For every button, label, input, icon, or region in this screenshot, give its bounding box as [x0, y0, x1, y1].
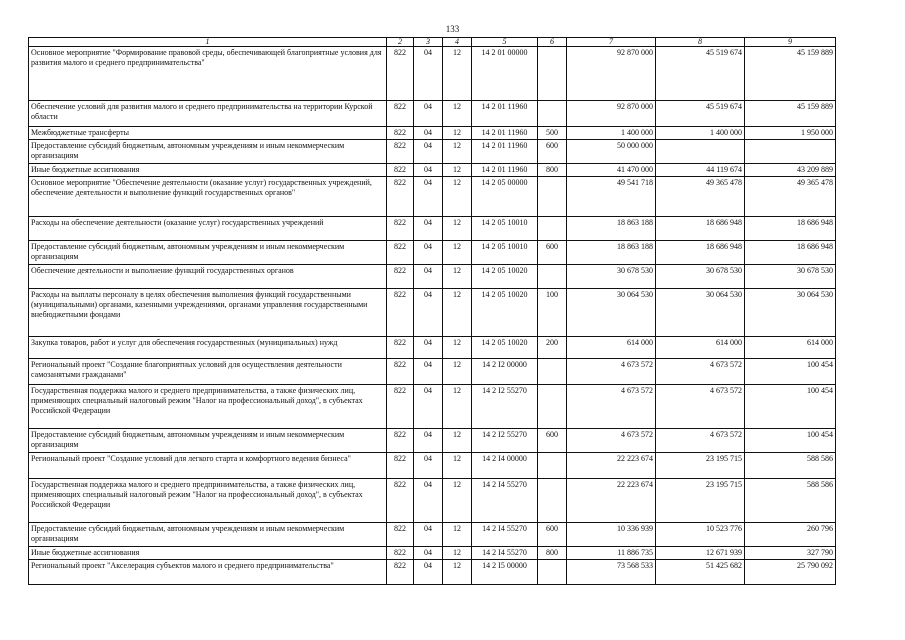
row-description: Закупка товаров, работ и услуг для обеспечения государственных (муниципальных) нужд	[29, 337, 387, 359]
code-section: 04	[414, 337, 443, 359]
table-row	[29, 453, 836, 479]
amount-year-2: 12 671 939	[656, 547, 745, 560]
code-target: 14 2 01 11960	[472, 127, 538, 140]
amount-year-2: 30 064 530	[656, 289, 745, 337]
row-description: Межбюджетные трансферты	[29, 127, 387, 140]
code-expense-type: 100	[538, 289, 567, 337]
code-ministry: 822	[387, 265, 414, 289]
code-target: 14 2 01 11960	[472, 101, 538, 127]
code-expense-type	[538, 453, 567, 479]
code-section: 04	[414, 47, 443, 101]
code-ministry: 822	[387, 359, 414, 385]
row-description: Предоставление субсидий бюджетным, автономным учреждениям и иным некоммерческим организациям	[29, 140, 387, 164]
code-section: 04	[414, 164, 443, 177]
code-ministry: 822	[387, 429, 414, 453]
row-description: Основное мероприятие "Формирование правовой среды, обеспечивающей благоприятные условия для развития малого и среднего предпринимательства"	[29, 47, 387, 101]
code-subsection: 12	[443, 47, 472, 101]
row-description: Региональный проект "Акселерация субъектов малого и среднего предпринимательства"	[29, 560, 387, 585]
amount-year-1: 92 870 000	[567, 47, 656, 101]
code-expense-type: 200	[538, 337, 567, 359]
table-row	[29, 429, 836, 453]
amount-year-3: 18 686 948	[745, 217, 836, 241]
code-subsection: 12	[443, 101, 472, 127]
code-section: 04	[414, 359, 443, 385]
column-header: 9	[745, 38, 836, 47]
code-section: 04	[414, 429, 443, 453]
code-ministry: 822	[387, 453, 414, 479]
table-row	[29, 560, 836, 585]
amount-year-2: 4 673 572	[656, 429, 745, 453]
amount-year-1: 10 336 939	[567, 523, 656, 547]
amount-year-2: 614 000	[656, 337, 745, 359]
amount-year-1: 18 863 188	[567, 217, 656, 241]
code-expense-type: 600	[538, 241, 567, 265]
amount-year-2: 10 523 776	[656, 523, 745, 547]
code-target: 14 2 I2 00000	[472, 359, 538, 385]
table-row	[29, 217, 836, 241]
code-ministry: 822	[387, 547, 414, 560]
amount-year-1: 49 541 718	[567, 177, 656, 217]
amount-year-3: 327 790	[745, 547, 836, 560]
code-expense-type: 600	[538, 140, 567, 164]
amount-year-2: 4 673 572	[656, 359, 745, 385]
code-ministry: 822	[387, 289, 414, 337]
code-subsection: 12	[443, 523, 472, 547]
code-target: 14 2 05 00000	[472, 177, 538, 217]
code-section: 04	[414, 385, 443, 429]
code-expense-type: 800	[538, 164, 567, 177]
column-header: 4	[443, 38, 472, 47]
code-section: 04	[414, 177, 443, 217]
table-row	[29, 127, 836, 140]
row-description: Предоставление субсидий бюджетным, автономным учреждениям и иным некоммерческим организациям	[29, 429, 387, 453]
amount-year-1: 30 678 530	[567, 265, 656, 289]
code-ministry: 822	[387, 177, 414, 217]
code-subsection: 12	[443, 289, 472, 337]
row-description: Государственная поддержка малого и среднего предпринимательства, а также физических лиц, применяющих специальный налоговый режим "Налог на профессиональный доход", в субъектах Российской Федерации	[29, 479, 387, 523]
amount-year-3: 30 064 530	[745, 289, 836, 337]
amount-year-2: 18 686 948	[656, 241, 745, 265]
row-description: Обеспечение условий для развития малого и среднего предпринимательства на территории Курской области	[29, 101, 387, 127]
code-target: 14 2 05 10020	[472, 337, 538, 359]
code-subsection: 12	[443, 140, 472, 164]
amount-year-2: 51 425 682	[656, 560, 745, 585]
code-section: 04	[414, 241, 443, 265]
amount-year-2: 18 686 948	[656, 217, 745, 241]
code-ministry: 822	[387, 337, 414, 359]
amount-year-2: 1 400 000	[656, 127, 745, 140]
amount-year-1: 41 470 000	[567, 164, 656, 177]
table-row	[29, 177, 836, 217]
code-ministry: 822	[387, 523, 414, 547]
amount-year-1: 4 673 572	[567, 359, 656, 385]
code-subsection: 12	[443, 164, 472, 177]
amount-year-3: 100 454	[745, 359, 836, 385]
code-ministry: 822	[387, 385, 414, 429]
code-target: 14 2 I4 55270	[472, 479, 538, 523]
code-target: 14 2 I5 00000	[472, 560, 538, 585]
code-section: 04	[414, 101, 443, 127]
row-description: Основное мероприятие "Обеспечение деятельности (оказание услуг) государственных учреждений, обеспечение деятельности и выполнение функций государственных органов"	[29, 177, 387, 217]
amount-year-2: 4 673 572	[656, 385, 745, 429]
table-row	[29, 359, 836, 385]
code-expense-type: 500	[538, 127, 567, 140]
row-description: Государственная поддержка малого и среднего предпринимательства, а также физических лиц, применяющих специальный налоговый режим "Налог на профессиональный доход", в субъектах Российской Федерации	[29, 385, 387, 429]
column-header: 5	[472, 38, 538, 47]
row-description: Региональный проект "Создание условий для легкого старта и комфортного ведения бизнеса"	[29, 453, 387, 479]
amount-year-3: 45 159 889	[745, 101, 836, 127]
code-target: 14 2 I4 55270	[472, 523, 538, 547]
code-target: 14 2 I4 55270	[472, 547, 538, 560]
column-header: 7	[567, 38, 656, 47]
code-expense-type	[538, 265, 567, 289]
amount-year-2	[656, 140, 745, 164]
code-subsection: 12	[443, 177, 472, 217]
code-expense-type	[538, 177, 567, 217]
code-target: 14 2 05 10020	[472, 289, 538, 337]
amount-year-3: 30 678 530	[745, 265, 836, 289]
code-target: 14 2 01 11960	[472, 140, 538, 164]
amount-year-2: 23 195 715	[656, 479, 745, 523]
amount-year-3: 588 586	[745, 453, 836, 479]
code-target: 14 2 I2 55270	[472, 385, 538, 429]
code-subsection: 12	[443, 429, 472, 453]
amount-year-2: 23 195 715	[656, 453, 745, 479]
amount-year-3: 588 586	[745, 479, 836, 523]
code-target: 14 2 I4 00000	[472, 453, 538, 479]
code-section: 04	[414, 453, 443, 479]
amount-year-1: 4 673 572	[567, 429, 656, 453]
code-expense-type: 600	[538, 523, 567, 547]
column-header: 8	[656, 38, 745, 47]
code-subsection: 12	[443, 337, 472, 359]
amount-year-1: 73 568 533	[567, 560, 656, 585]
code-section: 04	[414, 479, 443, 523]
amount-year-3: 25 790 092	[745, 560, 836, 585]
amount-year-1: 50 000 000	[567, 140, 656, 164]
amount-year-2: 45 519 674	[656, 101, 745, 127]
code-subsection: 12	[443, 453, 472, 479]
row-description: Расходы на обеспечение деятельности (оказание услуг) государственных учреждений	[29, 217, 387, 241]
code-section: 04	[414, 547, 443, 560]
code-ministry: 822	[387, 164, 414, 177]
code-subsection: 12	[443, 127, 472, 140]
code-ministry: 822	[387, 101, 414, 127]
amount-year-3: 18 686 948	[745, 241, 836, 265]
code-ministry: 822	[387, 217, 414, 241]
code-target: 14 2 I2 55270	[472, 429, 538, 453]
code-target: 14 2 05 10010	[472, 217, 538, 241]
amount-year-2: 49 365 478	[656, 177, 745, 217]
code-target: 14 2 01 00000	[472, 47, 538, 101]
code-ministry: 822	[387, 140, 414, 164]
amount-year-1: 614 000	[567, 337, 656, 359]
code-subsection: 12	[443, 217, 472, 241]
amount-year-3: 43 209 889	[745, 164, 836, 177]
code-subsection: 12	[443, 265, 472, 289]
amount-year-1: 30 064 530	[567, 289, 656, 337]
amount-year-3: 1 950 000	[745, 127, 836, 140]
code-subsection: 12	[443, 359, 472, 385]
row-description: Предоставление субсидий бюджетным, автономным учреждениям и иным некоммерческим организациям	[29, 523, 387, 547]
code-expense-type	[538, 560, 567, 585]
code-section: 04	[414, 140, 443, 164]
code-expense-type	[538, 479, 567, 523]
row-description: Предоставление субсидий бюджетным, автономным учреждениям и иным некоммерческим организациям	[29, 241, 387, 265]
amount-year-3: 100 454	[745, 385, 836, 429]
code-expense-type	[538, 217, 567, 241]
code-target: 14 2 05 10020	[472, 265, 538, 289]
code-target: 14 2 05 10010	[472, 241, 538, 265]
header-row	[29, 38, 836, 47]
code-expense-type	[538, 101, 567, 127]
table-row	[29, 241, 836, 265]
code-subsection: 12	[443, 547, 472, 560]
amount-year-1: 22 223 674	[567, 479, 656, 523]
amount-year-1: 11 886 735	[567, 547, 656, 560]
column-header: 6	[538, 38, 567, 47]
code-subsection: 12	[443, 479, 472, 523]
code-section: 04	[414, 265, 443, 289]
row-description: Иные бюджетные ассигнования	[29, 164, 387, 177]
table-row	[29, 337, 836, 359]
budget-table	[28, 37, 836, 585]
table-row	[29, 101, 836, 127]
code-subsection: 12	[443, 385, 472, 429]
code-ministry: 822	[387, 127, 414, 140]
amount-year-1: 22 223 674	[567, 453, 656, 479]
code-target: 14 2 01 11960	[472, 164, 538, 177]
page-number: 133	[445, 24, 460, 34]
code-section: 04	[414, 217, 443, 241]
code-ministry: 822	[387, 479, 414, 523]
row-description: Расходы на выплаты персоналу в целях обеспечения выполнения функций государственными (муниципальными) органами, казенными учреждениями, органами управления государственными внебюджетными фондами	[29, 289, 387, 337]
column-header: 2	[387, 38, 414, 47]
amount-year-3: 100 454	[745, 429, 836, 453]
table-row	[29, 140, 836, 164]
amount-year-2: 44 119 674	[656, 164, 745, 177]
table-row	[29, 265, 836, 289]
code-subsection: 12	[443, 241, 472, 265]
amount-year-1: 1 400 000	[567, 127, 656, 140]
table-row	[29, 523, 836, 547]
row-description: Региональный проект "Создание благоприятных условий для осуществления деятельности самозанятыми гражданами"	[29, 359, 387, 385]
code-subsection: 12	[443, 560, 472, 585]
code-expense-type: 600	[538, 429, 567, 453]
row-description: Обеспечение деятельности и выполнение функций государственных органов	[29, 265, 387, 289]
column-header: 3	[414, 38, 443, 47]
amount-year-1: 4 673 572	[567, 385, 656, 429]
code-section: 04	[414, 523, 443, 547]
code-ministry: 822	[387, 241, 414, 265]
table-row	[29, 289, 836, 337]
amount-year-3: 260 796	[745, 523, 836, 547]
code-expense-type	[538, 385, 567, 429]
row-description: Иные бюджетные ассигнования	[29, 547, 387, 560]
code-ministry: 822	[387, 560, 414, 585]
table-row	[29, 47, 836, 101]
code-section: 04	[414, 289, 443, 337]
table-row	[29, 385, 836, 429]
amount-year-3: 614 000	[745, 337, 836, 359]
table-row	[29, 479, 836, 523]
amount-year-2: 45 519 674	[656, 47, 745, 101]
table-row	[29, 547, 836, 560]
amount-year-3: 49 365 478	[745, 177, 836, 217]
amount-year-1: 18 863 188	[567, 241, 656, 265]
table-row	[29, 164, 836, 177]
code-expense-type	[538, 47, 567, 101]
code-ministry: 822	[387, 47, 414, 101]
code-expense-type	[538, 359, 567, 385]
amount-year-3	[745, 140, 836, 164]
code-section: 04	[414, 560, 443, 585]
code-expense-type: 800	[538, 547, 567, 560]
amount-year-2: 30 678 530	[656, 265, 745, 289]
column-header: 1	[29, 38, 387, 47]
code-section: 04	[414, 127, 443, 140]
amount-year-1: 92 870 000	[567, 101, 656, 127]
amount-year-3: 45 159 889	[745, 47, 836, 101]
